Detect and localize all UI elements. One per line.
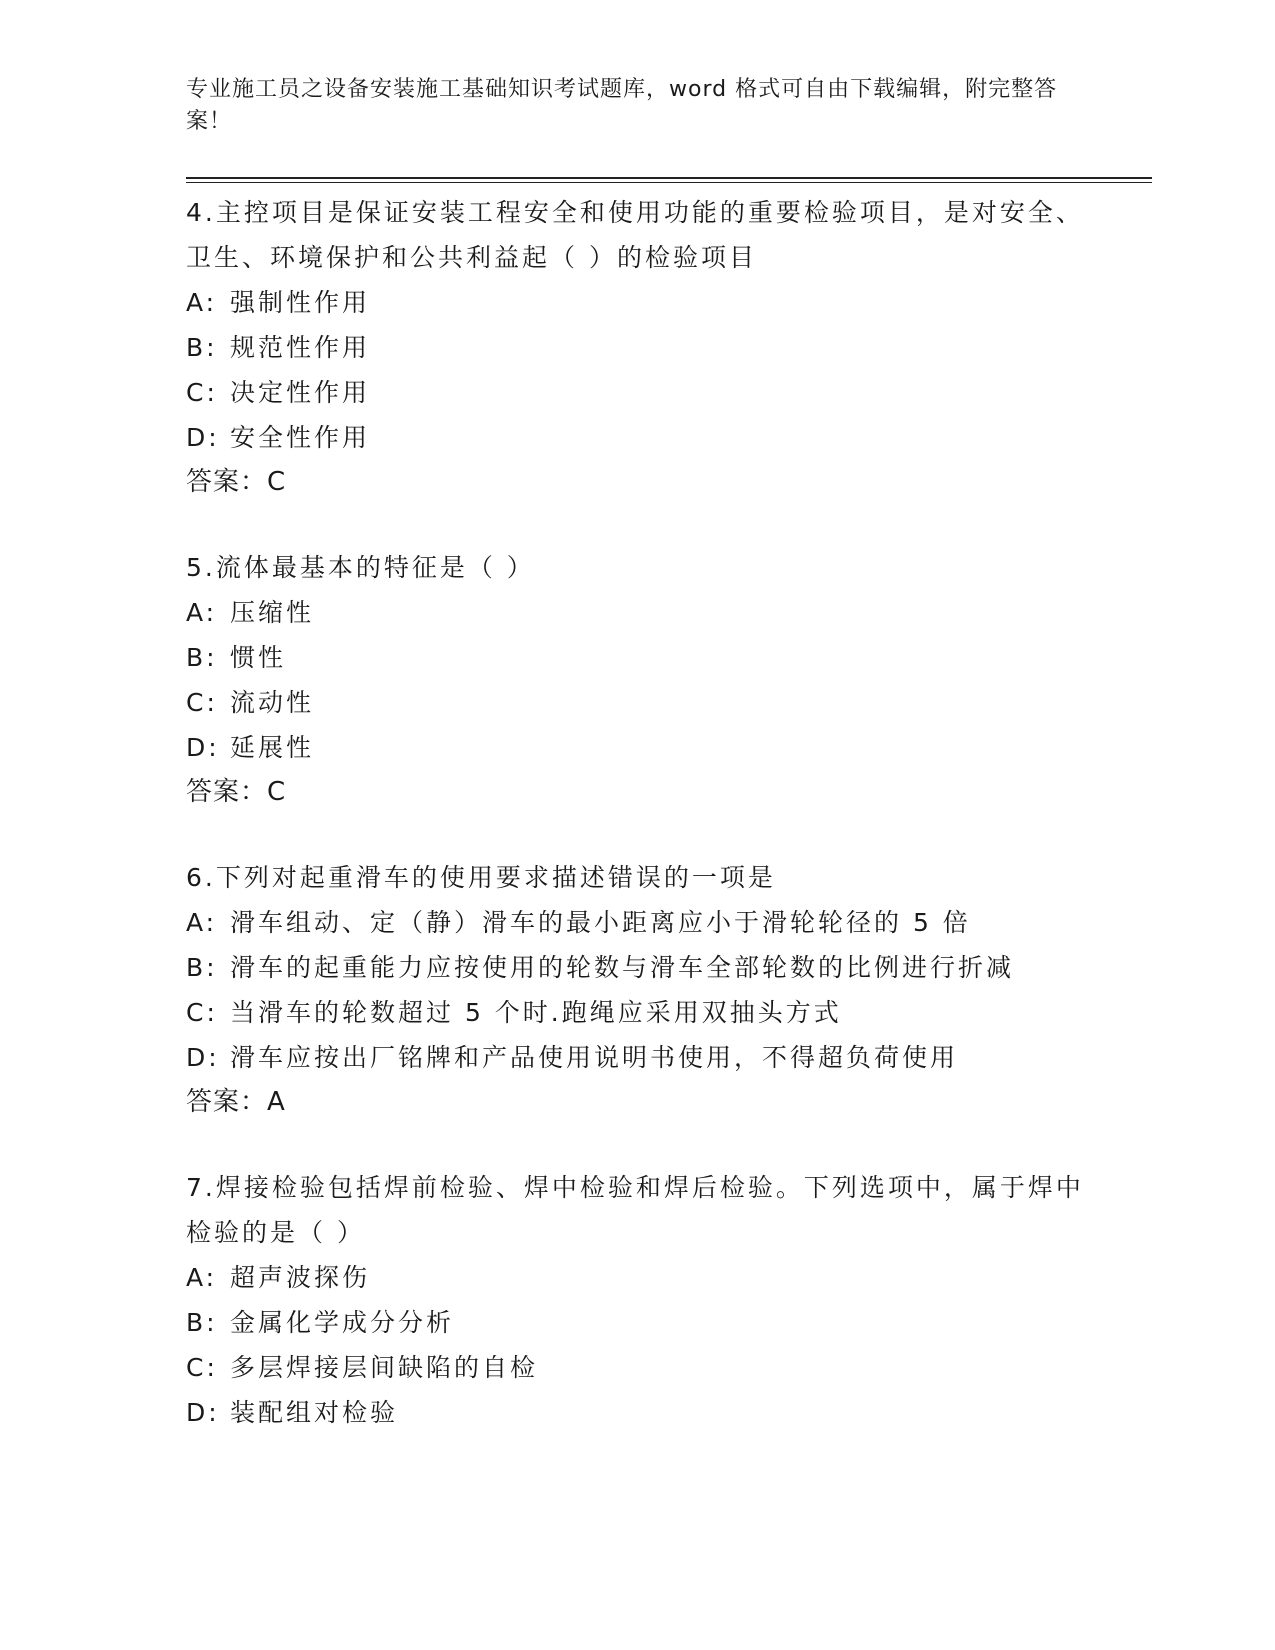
question-text: 6.下列对起重滑车的使用要求描述错误的一项是 bbox=[186, 863, 776, 892]
option-text: 压缩性 bbox=[230, 598, 315, 627]
option-c bbox=[186, 990, 1086, 1035]
option-letter: D: bbox=[186, 1043, 220, 1072]
option-c bbox=[186, 1345, 1086, 1390]
option-letter: D: bbox=[186, 1398, 220, 1427]
option-c bbox=[186, 370, 1086, 415]
option-text: 多层焊接层间缺陷的自检 bbox=[230, 1353, 539, 1382]
option-letter: C: bbox=[186, 688, 218, 717]
question-text: 5.流体最基本的特征是（ ） bbox=[186, 553, 535, 582]
option-letter: B: bbox=[186, 643, 218, 672]
option-text: 安全性作用 bbox=[230, 423, 371, 452]
option-d bbox=[186, 725, 1086, 770]
option-d bbox=[186, 1035, 1086, 1080]
option-text: 延展性 bbox=[230, 733, 315, 762]
question-text: 4.主控项目是保证安装工程安全和使用功能的重要检验项目，是对安全、卫生、环境保护和公共利益起（ ）的检验项目 bbox=[186, 198, 1084, 272]
option-text: 滑车组动、定（静）滑车的最小距离应小于滑轮轮径的 5 倍 bbox=[230, 908, 971, 937]
option-letter: C: bbox=[186, 1353, 218, 1382]
option-text: 滑车的起重能力应按使用的轮数与滑车全部轮数的比例进行折减 bbox=[230, 953, 1015, 982]
question-item bbox=[186, 545, 1086, 815]
question-item bbox=[186, 1165, 1086, 1435]
answer-text: 答案：C bbox=[186, 467, 287, 497]
option-letter: A: bbox=[186, 288, 218, 317]
option-a bbox=[186, 590, 1086, 635]
option-b bbox=[186, 945, 1086, 990]
option-letter: B: bbox=[186, 333, 218, 362]
option-text: 金属化学成分分析 bbox=[230, 1308, 455, 1337]
option-text: 规范性作用 bbox=[230, 333, 371, 362]
option-letter: B: bbox=[186, 1308, 218, 1337]
option-letter: D: bbox=[186, 733, 220, 762]
option-letter: B: bbox=[186, 953, 218, 982]
question-list bbox=[186, 190, 1086, 1475]
option-letter: A: bbox=[186, 908, 218, 937]
option-d bbox=[186, 1390, 1086, 1435]
option-text: 强制性作用 bbox=[230, 288, 371, 317]
option-a bbox=[186, 900, 1086, 945]
answer-text: 答案：C bbox=[186, 777, 287, 807]
option-d bbox=[186, 415, 1086, 460]
option-letter: C: bbox=[186, 998, 218, 1027]
option-b bbox=[186, 635, 1086, 680]
option-text: 惯性 bbox=[230, 643, 287, 672]
option-b bbox=[186, 1300, 1086, 1345]
option-text: 当滑车的轮数超过 5 个时.跑绳应采用双抽头方式 bbox=[230, 998, 842, 1027]
header-divider-thin bbox=[186, 182, 1152, 183]
option-a bbox=[186, 1255, 1086, 1300]
option-text: 决定性作用 bbox=[230, 378, 371, 407]
option-text: 装配组对检验 bbox=[230, 1398, 399, 1427]
header-divider bbox=[186, 177, 1152, 179]
option-letter: C: bbox=[186, 378, 218, 407]
option-text: 流动性 bbox=[230, 688, 315, 717]
option-letter: D: bbox=[186, 423, 220, 452]
answer-text: 答案：A bbox=[186, 1087, 286, 1117]
question-item bbox=[186, 190, 1086, 505]
option-c bbox=[186, 680, 1086, 725]
option-b bbox=[186, 325, 1086, 370]
question-item bbox=[186, 855, 1086, 1125]
option-letter: A: bbox=[186, 1263, 218, 1292]
document-header: 专业施工员之设备安装施工基础知识考试题库，word 格式可自由下载编辑，附完整答案！ bbox=[186, 77, 1058, 134]
option-letter: A: bbox=[186, 598, 218, 627]
option-text: 超声波探伤 bbox=[230, 1263, 371, 1292]
question-text: 7.焊接检验包括焊前检验、焊中检验和焊后检验。下列选项中，属于焊中检验的是（ ） bbox=[186, 1173, 1084, 1247]
option-text: 滑车应按出厂铭牌和产品使用说明书使用，不得超负荷使用 bbox=[230, 1043, 959, 1072]
option-a bbox=[186, 280, 1086, 325]
